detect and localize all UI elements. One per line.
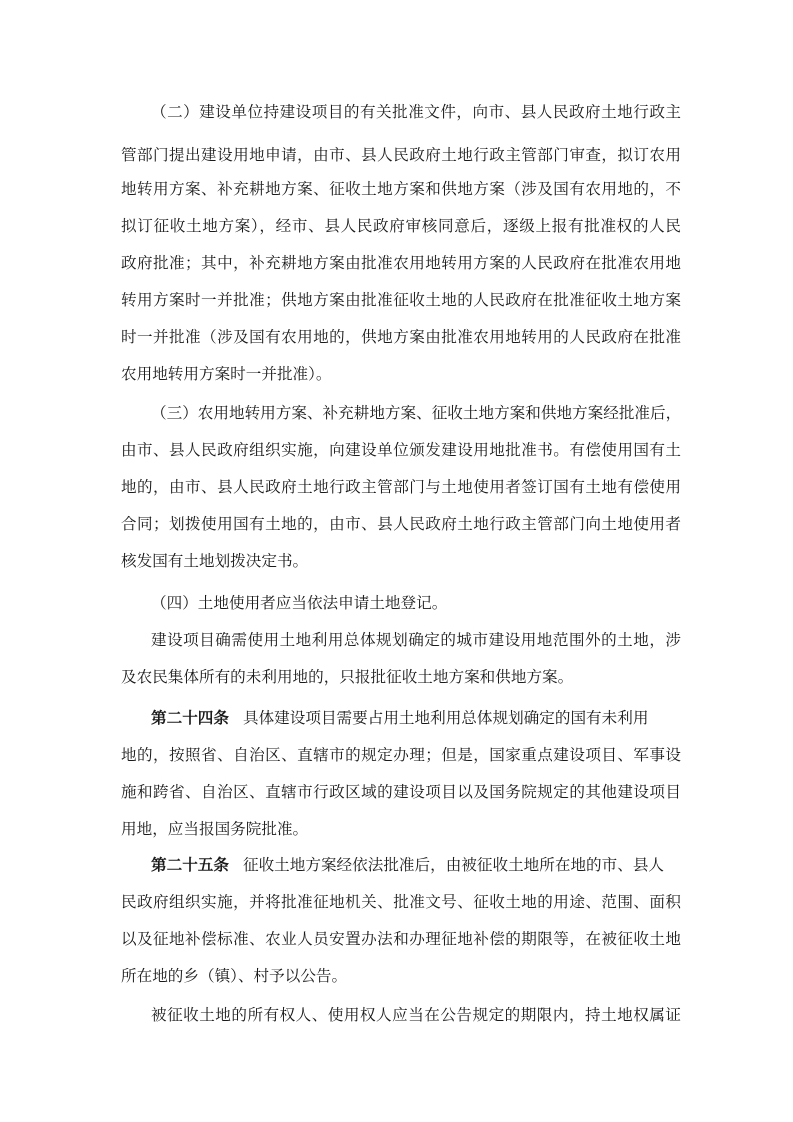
- article-25-line-4: 所在地的乡（镇）、村予以公告。: [121, 967, 348, 985]
- paragraph-last-line-1: 被征收土地的所有权人、使用权人应当在公告规定的期限内，持土地权属证: [151, 1006, 681, 1024]
- paragraph-2-line-1: （二）建设单位持建设项目的有关批准文件，向市、县人民政府土地行政主: [151, 103, 681, 121]
- article-24-text: 具体建设项目需要占用土地利用总体规划确定的国有未利用: [242, 709, 649, 727]
- paragraph-2-line-3: 地转用方案、补充耕地方案、征收土地方案和供地方案（涉及国有农用地的，不: [121, 180, 681, 198]
- paragraph-5-line-1: 建设项目确需使用土地利用总体规划确定的城市建设用地范围外的土地，涉: [151, 631, 681, 649]
- article-25-text: 征收土地方案经依法批准后，由被征收土地所在地的市、县人: [242, 856, 665, 874]
- paragraph-5-line-2: 及农民集体所有的未利用地的，只报批征收土地方案和供地方案。: [121, 668, 574, 686]
- paragraph-3-line-5: 核发国有土地划拨决定书。: [121, 552, 309, 570]
- paragraph-4-line-1: （四）土地使用者应当依法申请土地登记。: [151, 594, 448, 612]
- article-25-line-3: 以及征地补偿标准、农业人员安置办法和办理征地补偿的期限等，在被征收土地: [121, 930, 681, 948]
- article-24-line-3: 施和跨省、自治区、直辖市行政区域的建设项目以及国务院规定的其他建设项目: [121, 783, 681, 801]
- paragraph-2-line-5: 政府批准；其中，补充耕地方案由批准农用地转用方案的人民政府在批准农用地: [121, 254, 681, 272]
- paragraph-3-line-2: 由市、县人民政府组织实施，向建设单位颁发建设用地批准书。有偿使用国有土: [121, 441, 681, 459]
- paragraph-2-line-7: 时一并批准（涉及国有农用地的，供地方案由批准农用地转用的人民政府在批准: [121, 328, 681, 346]
- article-24-heading: 第二十四条: [151, 709, 229, 727]
- article-25-line-2: 民政府组织实施，并将批准征地机关、批准文号、征收土地的用途、范围、面积: [121, 893, 681, 911]
- paragraph-2-line-6: 转用方案时一并批准；供地方案由批准征收土地的人民政府在批准征收土地方案: [121, 291, 681, 309]
- article-24-line-2: 地的，按照省、自治区、直辖市的规定办理；但是，国家重点建设项目、军事设: [121, 746, 681, 764]
- article-24-line-1: [151, 703, 681, 733]
- paragraph-3-line-3: 地的，由市、县人民政府土地行政主管部门与土地使用者签订国有土地有偿使用: [121, 478, 681, 496]
- paragraph-3-line-4: 合同；划拨使用国有土地的，由市、县人民政府土地行政主管部门向土地使用者: [121, 515, 681, 533]
- paragraph-2-line-8: 农用地转用方案时一并批准）。: [121, 365, 332, 383]
- paragraph-2-line-2: 管部门提出建设用地申请，由市、县人民政府土地行政主管部门审查，拟订农用: [121, 146, 681, 164]
- article-25-line-1: [151, 850, 681, 880]
- paragraph-2-line-4: 拟订征收土地方案），经市、县人民政府审核同意后，逐级上报有批准权的人民: [121, 217, 681, 235]
- article-24-line-4: 用地，应当报国务院批准。: [121, 820, 309, 838]
- paragraph-3-line-1: （三）农用地转用方案、补充耕地方案、征收土地方案和供地方案经批准后，: [151, 404, 682, 422]
- article-25-heading: 第二十五条: [151, 856, 229, 874]
